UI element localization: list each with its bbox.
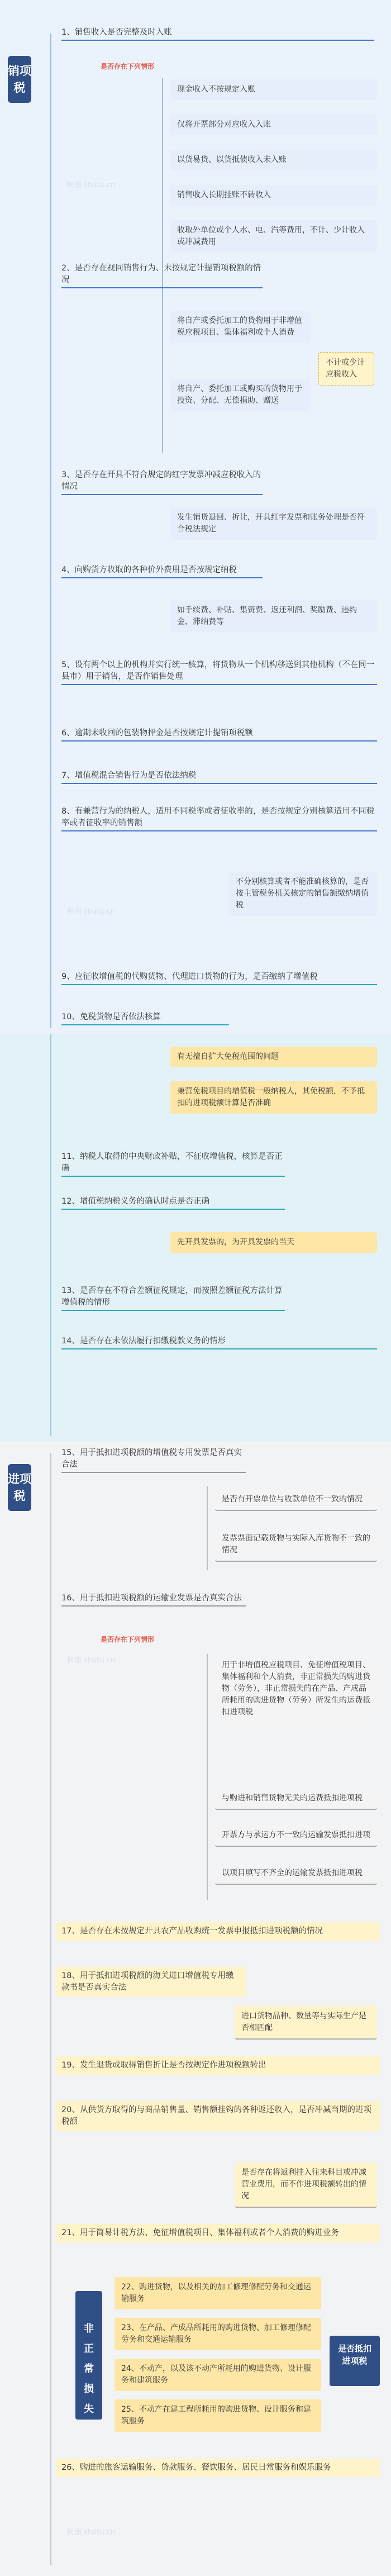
item-16-sub-1: 用于非增值税应税项目、免征增值税项目、集体福利和个人消费，非正常损失的购进货物（劳务），非正常损失的在产品、产成品所耗用的购进货物（劳务）所发生的运费抵扣进项税 — [215, 1655, 377, 1723]
item-11: 11、纳税人取得的中央财政补贴，不征收增值税，核算是否正确 — [61, 1151, 285, 1177]
item-13: 13、是否存在不符合差额征税规定，而按照差额征税方法计算增值税的情形 — [61, 1285, 285, 1311]
item-21-sub-2: 23、在产品、产成品所耗用的购进货物、加工修理修配劳务和交通运输服务 — [115, 2318, 321, 2350]
item-16: 16、用于抵扣进项税额的运输业发票是否真实合法 — [61, 1593, 246, 1607]
item-15: 15、用于抵扣进项税额的增值税专用发票是否真实合法 — [61, 1447, 246, 1473]
item-15-branch — [207, 1486, 208, 1570]
item-10-sub-2: 兼营免税项目的增值税一般纳税人，其免税额，不予抵扣的进项税额计算是否准确 — [170, 1081, 377, 1114]
item-2-branch — [162, 307, 163, 453]
trunk-line-3 — [50, 1453, 51, 2565]
item-1-sub-5: 收取外单位或个人水、电、汽等费用，不计、少计收入或冲减费用 — [170, 220, 377, 253]
item-1: 1、销售收入是否完整及时入账 — [61, 27, 374, 41]
watermark: 树图 shutu.cn — [67, 2528, 116, 2536]
item-20-sub-1: 是否存在将返利挂入往来科目或冲减营业费用，而不作进项税额转出的情况 — [235, 2162, 377, 2208]
item-20: 20、从供货方取得的与商品销售量、销售额挂钩的各种返还收入，是否冲减当期的进项税额 — [56, 2101, 380, 2131]
item-12-sub-1: 先开具发票的，为开具发票的当天 — [170, 1232, 377, 1253]
item-16-tag: 是否存在下列情形 — [101, 1636, 155, 1643]
item-15-sub-1: 是否有开票单位与收款单位不一致的情况 — [215, 1489, 377, 1511]
item-21-sub-1: 22、购进货物，以及相关的加工修理修配劳务和交通运输服务 — [115, 2277, 321, 2309]
trunk-line-2 — [50, 1034, 51, 1436]
item-2-sub-1: 将自产或委托加工的货物用于非增值税应税项目、集体福利或个人消费 — [170, 311, 310, 343]
section-title-output-label: 销项税 — [8, 64, 31, 94]
item-16-sub-2: 与购进和销售货物无关的运费抵扣进项税 — [215, 1788, 377, 1810]
item-1-sub-3: 以货易货、以货抵债收入未入账 — [170, 150, 377, 170]
item-10: 10、免税货物是否依法核算 — [61, 1011, 229, 1025]
item-2: 2、是否存在视同销售行为、未按规定计提销项税额的情况 — [61, 263, 263, 288]
item-3-sub-1: 发生销货退回、折让，开具红字发票和账务处理是否符合税法规定 — [170, 507, 377, 540]
item-12: 12、增值税纳税义务的确认时点是否正确 — [61, 1196, 285, 1210]
item-5: 5、设有两个以上的机构并实行统一核算，将货物从一个机构移送到其他机构（不在同一县市）用于销售，是否作销售处理 — [61, 659, 377, 685]
item-10-sub-1: 有无擅自扩大免税范围的问题 — [170, 1047, 377, 1067]
item-15-sub-2: 发票票面记载货物与实际入库货物不一致的情况 — [215, 1528, 377, 1562]
item-26: 26、购进的旅客运输服务、贷款服务、餐饮服务、居民日常服务和娱乐服务 — [56, 2459, 380, 2477]
item-21: 21、用于简易计税方法、免征增值税项目、集体福利或者个人消费的购进业务 — [56, 2224, 380, 2242]
item-2-sub-2: 将自产、委托加工或购买的货物用于投资、分配、无偿捐助、赠送 — [170, 379, 310, 411]
item-21-side: 非正常损失 — [75, 2291, 102, 2420]
item-7: 7、增值税混合销售行为是否依法纳税 — [61, 770, 377, 784]
watermark: 树图 shutu.cn — [67, 1656, 116, 1665]
item-1-sub-1: 现金收入不按规定入账 — [170, 79, 377, 100]
item-18: 18、用于抵扣进项税额的海关进口增值税专用缴款书是否真实合法 — [56, 1967, 246, 1997]
item-9: 9、应征收增值税的代购货物、代理进口货物的行为，是否缴纳了增值税 — [61, 971, 377, 985]
item-21-sub-4: 25、不动产在建工程所耗用的购进货物、设计服务和建筑服务 — [115, 2399, 321, 2432]
section-title-input — [8, 1464, 31, 1511]
item-16-branch — [207, 1654, 208, 1900]
section-title-output — [8, 56, 31, 103]
item-21-right: 是否抵扣进项税 — [330, 2336, 380, 2386]
item-2-side: 不计或少计应税收入 — [318, 352, 374, 386]
item-21-sub-3: 24、不动产，以及该不动产所耗用的购进货物、设计服务和建筑服务 — [115, 2359, 321, 2391]
watermark: 树图 shutu.cn — [67, 181, 116, 189]
item-4: 4、向购货方收取的各种价外费用是否按规定纳税 — [61, 564, 263, 578]
item-16-sub-3: 开票方与承运方不一致的运输发票抵扣进项 — [215, 1825, 377, 1847]
item-8: 8、有兼营行为的纳税人，适用不同税率或者征收率的，是否按规定分别核算适用不同税率或者征收率的销售额 — [61, 806, 377, 831]
item-14: 14、是否存在未依法履行扣缴税款义务的情形 — [61, 1335, 377, 1349]
item-1-tag: 是否存在下列情形 — [101, 63, 155, 70]
item-18-sub-1: 进口货物品种、数量等与实际生产是否相匹配 — [235, 2006, 377, 2040]
item-1-sub-2: 仅将开票部分对应收入入账 — [170, 115, 377, 135]
item-6: 6、逾期未收回的包装物押金是否按规定计提销项税额 — [61, 728, 377, 742]
section-title-input-label: 进项税 — [8, 1472, 31, 1503]
item-3: 3、是否存在开具不符合规定的红字发票冲减应税收入的情况 — [61, 469, 263, 495]
watermark: 树图 shutu.cn — [67, 907, 116, 916]
item-19: 19、发生退货或取得销售折让是否按规定作进项税额转出 — [56, 2056, 380, 2075]
item-16-sub-4: 以项目填写不齐全的运输发票抵扣进项税 — [215, 1863, 377, 1885]
item-4-sub-1: 如手续费、补贴、集资费、返还利润、奖励费、违约金、滞纳费等 — [170, 600, 377, 633]
item-8-sub-1: 不分别核算或者不能准确核算的，是否按主管税务机关核定的销售额缴纳增值税 — [229, 872, 377, 916]
item-17: 17、是否存在未按规定开具农产品收购统一发票申报抵扣进项税额的情况 — [56, 1922, 380, 1941]
item-1-sub-4: 销售收入长期挂账不转收入 — [170, 185, 377, 206]
item-1-branch — [162, 78, 163, 332]
trunk-line-1 — [50, 34, 51, 1028]
